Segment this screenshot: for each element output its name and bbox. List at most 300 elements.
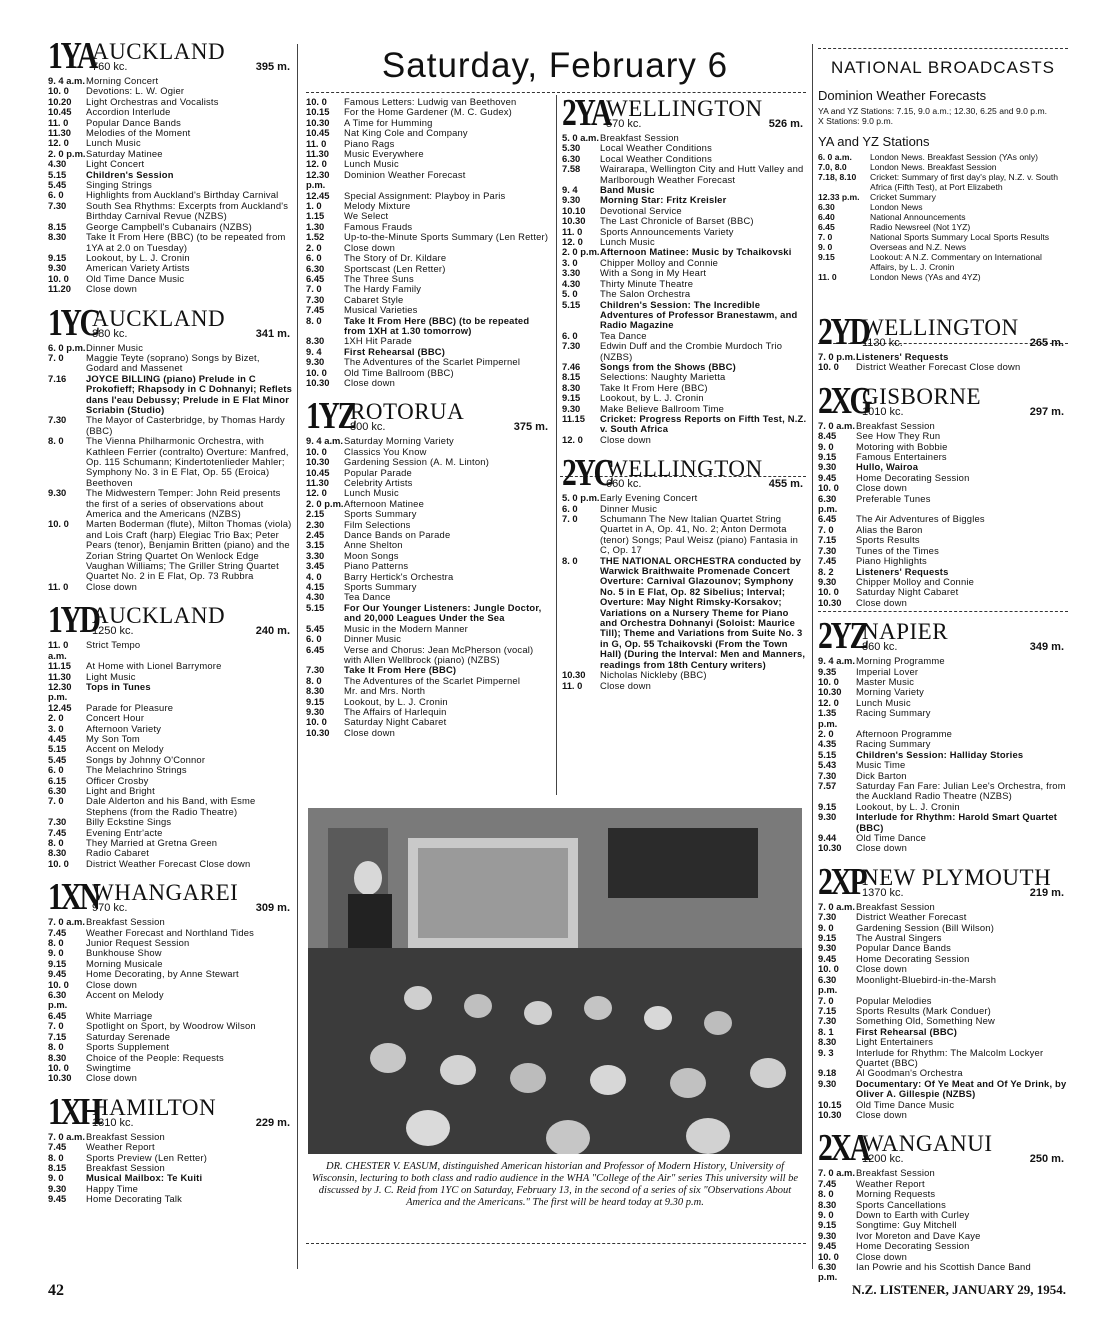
programme-title: George Campbell's Cubanairs (NZBS) [86,220,252,232]
programme-item [306,676,552,686]
programme-item [306,284,552,294]
programme-title: Maggie Teyte (soprano) Songs by Bizet, Godard and Massenet [86,351,260,374]
programme-item [306,686,552,696]
programme-item [48,661,294,671]
programme-title: The Last Chronicle of Barset (BBC) [600,215,754,227]
programme-title: Film Selections [344,518,411,530]
programme-time: 7.45 [48,826,67,838]
programme-time: 10.30 [48,1072,72,1084]
programme-item [48,1194,294,1204]
programme-item [818,494,1068,515]
programme-time: 7.30 [562,340,581,352]
programme-title: Tea Dance [344,591,391,603]
programme-title: Alias the Baron [856,523,923,535]
programme-time: 8. 0 [48,435,64,447]
programme-time: 8. 1 [818,1025,834,1037]
national-programme: London News. Breakfast Session [870,162,997,172]
programme-title: Famous Letters: Ludwig van Beethoven [344,96,517,107]
programme-time: 8. 0 [48,837,64,848]
programme-time: 11.20 [48,283,71,295]
lecture-photo-drawing [308,808,802,1154]
programme-title: Songtime: Guy Mitchell [856,1219,957,1231]
programme-time: 5.15 [48,743,67,755]
programme-title: Weather Report [856,1177,925,1189]
national-programme: London News (YAs and 4YZ) [870,272,981,282]
programme-time: 10. 0 [48,518,69,530]
station-1xn [48,876,294,1084]
programme-time: 10.30 [306,726,330,738]
programme-item [48,149,294,159]
station-city: NAPIER [862,619,949,645]
programme-title: Melody Mixture [344,200,411,212]
programme-item [306,436,552,446]
programme-item [48,969,294,979]
programme-time: 11. 0 a.m. [48,639,69,661]
programme-time: 9.30 [818,1077,837,1089]
programme-item [48,948,294,958]
programme-item [562,493,807,503]
programme-title: Radio Cabaret [86,847,150,859]
programme-time: 7.30 [818,911,837,923]
programme-time: 11.30 [48,127,71,139]
programme-title: Close down [856,1250,907,1262]
programme-title: Piano Rags [344,137,395,149]
programme-time: 5.15 [48,168,67,180]
programme-time: 8.15 [562,371,581,383]
programme-time: 3. 0 [562,256,578,268]
programme-title: Sports Announcements Variety [600,225,734,237]
programme-title: Sports Summary [344,581,417,593]
programme-title: District Weather Forecast Close down [856,361,1021,373]
programme-time: 7. 0 a.m. [818,419,856,431]
programme-title: My Son Tom [86,732,140,744]
programme-title: Close down [600,679,651,691]
programme-title: Saturday Fan Fare: Julian Lee's Orchestra, from the Auckland Radio Theatre (NZBS) [856,780,1066,802]
programme-title: Moon Songs [344,549,399,561]
programme-time: 6. 0 [306,633,322,645]
programme-title: District Weather Forecast Close down [86,857,251,869]
programme-title: Lunch Music [600,236,655,248]
programme-title: Music Time [856,759,906,771]
station-callsign: 2XG [818,379,871,422]
programme-item [562,514,807,556]
programme-item [48,274,294,284]
programme-item [562,300,807,331]
programme-item [562,341,807,362]
programme-title: Weather Forecast and Northland Tides [86,926,255,938]
programme-item [48,776,294,786]
station-frequency: 760 kc. [92,61,128,73]
national-programme: Cricket: Summary of first day's play, N.Z. v. South Africa (Fifth Test), at Port Elizabeth [870,172,1059,192]
programme-time: 3.30 [306,549,325,561]
programme-time: 7.46 [562,360,581,372]
station-callsign: 1XN [48,876,99,919]
programme-title: Local Weather Conditions [600,152,712,164]
programme-time: 9.15 [306,695,325,707]
programme-title: Breakfast Session [86,1161,165,1173]
programme-title: Songs by Johnny O'Connor [86,753,206,765]
programme-item [48,1132,294,1142]
programme-time: 12. 0 [562,433,583,445]
programme-time: 9.30 [562,402,581,414]
programme-title: THE NATIONAL ORCHESTRA conducted by Warwick Braithwaite Promenade Concert Overture: Carnival Glazounov; Symphony No. 5 in E Flat, Op. 82 Sibelius; Interval; Overture: May Night Rimsky-Korsakov; Variations on a Nursery Theme for Piano and Orchestra Dohnanyi (Soloist: Maurice Till); Theme and Variations from Suite No. 3 in G, Op. 55 Tchaikovski (From the Town Hall) (During the Interval: Men and Manners, readings from 18th Century writers) [600,554,806,670]
programme-title: Music in the Modern Manner [344,622,469,634]
station-2ya [562,92,807,445]
programme-item [818,843,1068,853]
station-wavelength: 375 m. [513,421,548,434]
programme-title: Local Weather Conditions [600,142,712,154]
programme-item [306,540,552,550]
programme-time: 4.35 [818,738,837,750]
programme-item [306,368,552,378]
programme-title: The Affairs of Harlequin [344,705,447,717]
programme-time: 10. 0 [306,716,327,728]
station-frequency: 1310 kc. [92,1116,134,1129]
programme-title: Afternoon Matinee [344,497,425,509]
programme-title: Lunch Music [344,158,399,170]
programme-time: 7.30 [306,293,325,305]
programme-item [306,191,552,201]
national-item [818,222,1068,232]
programme-time: 8.30 [48,1051,67,1063]
programme-title: Master Music [856,675,915,687]
programme-time: 8. 2 [818,565,834,577]
programme-item [562,393,807,403]
programme-title: Saturday Night Cabaret [856,586,959,598]
programme-item [48,1032,294,1042]
programme-time: 2.15 [306,508,325,520]
programme-item [306,634,552,644]
station-callsign: 2YA [562,92,610,134]
programme-time: 4.45 [48,732,67,744]
programme-item [306,624,552,634]
station-frequency: 800 kc. [350,421,386,434]
programme-time: 2. 0 p.m. [48,147,86,159]
programme-title: Famous Entertainers [856,451,947,463]
programme-time: 6.30 [48,784,67,796]
programme-title: Light Orchestras and Vocalists [86,95,219,107]
programme-time: 10.30 [306,116,330,128]
programme-time: 9.30 [48,1182,67,1194]
programme-time: 10. 0 [306,366,327,378]
programme-time: 3.15 [306,539,325,551]
programme-time: 6.45 [306,643,325,655]
publication-line: N.Z. LISTENER, JANUARY 29, 1954. [852,1282,1066,1297]
programme-time: 11. 0 [48,580,69,592]
programme-time: 10. 0 [818,675,839,687]
programme-item [48,817,294,827]
programme-title: Chipper Molloy and Connie [856,575,975,587]
programme-title: Preferable Tunes [856,492,931,504]
programme-title: Breakfast Session [86,916,165,928]
programme-time: 9.15 [818,932,837,944]
station-frequency: 1370 kc. [862,886,904,899]
programme-item [562,227,807,237]
programme-time: 5.15 [562,298,581,310]
programme-title: Piano Patterns [344,560,409,572]
programme-title: Songs from the Shows (BBC) [600,360,736,372]
station-1xh [48,1090,294,1205]
programme-item [48,519,294,581]
programme-title: Classics You Know [344,445,427,457]
programme-time: 1. 0 [306,200,322,212]
national-item [818,162,1068,172]
programme-title: Motoring with Bobbie [856,440,948,452]
programme-title: Verse and Chorus: Jean McPherson (vocal) with Allen Wellbrock (piano) (NZBS) [344,643,534,665]
programme-time: 9.30 [48,487,67,499]
programme-title: Spotlight on Sport, by Woodrow Wilson [86,1020,256,1032]
programme-item [306,128,552,138]
programme-item [306,582,552,592]
weather-line-1: YA and YZ Stations: 7.15, 9.0 a.m.; 12.30, 6.25 and 9.0 p.m. [818,106,1047,116]
programme-time: 2.30 [306,518,325,530]
programme-time: 1.30 [306,220,325,232]
programme-item [306,478,552,488]
programme-title: Sportscast (Len Retter) [344,262,446,274]
station-1ya [48,35,294,295]
programme-time: 1.15 [306,210,325,222]
programme-time: 9.15 [818,451,837,463]
programme-time: 4.15 [306,581,325,593]
station-city: AUCKLAND [92,305,226,331]
programme-item [48,201,294,222]
programme-time: 10. 0 [818,482,839,494]
programme-item [48,1142,294,1152]
programme-time: 6. 0 [562,329,578,341]
programme-time: 11.30 [306,148,329,160]
programme-time: 10.30 [306,376,330,388]
programme-item [306,468,552,478]
programme-title: Gardening Session (Bill Wilson) [856,921,995,933]
programme-time: 8.30 [818,1198,837,1210]
station-callsign: 1YZ [306,395,355,438]
programme-item [48,284,294,294]
programme-time: 6.30 [562,152,581,164]
programme-time: 9. 0 [818,921,834,933]
programme-title: South Sea Rhythms: Excerpts from Auckland's Birthday Carnival Revue (NZBS) [86,199,289,222]
programme-time: 7. 0 a.m. [48,916,86,928]
national-time: 6.40 [818,212,835,222]
programme-item [818,781,1068,802]
programme-time: 8.30 [48,847,67,859]
programme-title: The Adventures of the Scarlet Pimpernel [344,674,521,686]
programme-time: 10. 0 [306,445,327,457]
station-wavelength: 240 m. [255,625,290,638]
programme-time: 9.30 [818,811,837,823]
programme-item [306,295,552,305]
programme-time: 7.16 [48,372,67,384]
column-rule-3 [812,44,813,1269]
station-header [48,1090,294,1133]
programme-title: Special Assignment: Playboy in Paris [344,189,506,201]
station-callsign: 1YD [48,599,99,642]
programme-time: 10.30 [306,456,330,468]
programme-time: 6.30 p.m. [48,989,68,1011]
station-2yd [818,311,1068,373]
programme-item [306,316,552,337]
programme-item [306,728,552,738]
programme-time: 10.20 [48,95,72,107]
programme-title: Lookout, by L. J. Cronin [600,392,704,404]
programme-title: Breakfast Session [856,900,935,912]
programme-title: Home Decorating Talk [86,1193,183,1205]
programme-time: 2. 0 [48,712,64,724]
programme-time: 9. 0 [48,1172,64,1184]
programme-title: Take It From Here (BBC) (to be repeated from 1XH at 1.30 tomorrow) [344,314,530,336]
programme-title: Accordion Interlude [86,106,171,118]
programme-title: With a Song in My Heart [600,267,707,279]
programme-title: Sports Preview (Len Retter) [86,1151,208,1163]
programme-title: Close down [856,482,907,494]
programme-title: Parade for Pleasure [86,701,174,713]
programme-time: 10.30 [562,669,586,681]
programme-title: Musical Mailbox: Te Kuiti [86,1172,203,1184]
station-city: WELLINGTON [862,315,1019,340]
programme-time: 11. 0 [48,116,69,128]
programme-time: 2. 0 p.m. [562,246,600,258]
programme-time: 9.45 [818,1240,837,1252]
programme-time: 9.45 [48,968,67,980]
programme-title: Old Time Dance Music [86,272,185,284]
programme-title: Documentary: Of Ye Meat and Of Ye Drink, by Oliver A. Gillespie (NZBS) [856,1077,1067,1100]
programme-time: 9.30 [306,705,325,717]
programme-time: 6. 0 p.m. [48,341,86,353]
programme-item [562,414,807,435]
programme-time: 9.15 [48,957,67,969]
programme-title: Strict Tempo [86,639,141,651]
programme-time: 10.30 [818,686,842,698]
programme-title: Saturday Matinee [86,147,163,159]
programme-item [306,211,552,221]
national-time: 7.0, 8.0 [818,162,847,172]
programme-title: Light Concert [86,158,145,170]
programme-time: 10. 0 [306,96,327,107]
programme-title: Sports Supplement [86,1041,170,1053]
station-wavelength: 229 m. [255,1116,290,1129]
programme-title: Morning Requests [856,1188,936,1200]
programme-time: 5.15 [306,601,325,613]
national-time: 6.45 [818,222,835,232]
programme-time: 12.30 p.m. [48,680,72,703]
station-frequency: 1130 kc. [862,337,903,349]
programme-time: 10. 0 [48,272,69,284]
programme-title: Up-to-the-Minute Sports Summary (Len Retter) [344,231,549,243]
programme-title: Popular Dance Bands [856,942,952,954]
programme-time: 10. 0 [818,361,839,373]
programme-title: Ivor Moreton and Dave Kaye [856,1229,981,1241]
programme-title: Lookout, by L. J. Cronin [86,251,190,263]
programme-title: Tea Dance [600,329,647,341]
programme-time: 10. 0 [818,1250,839,1262]
programme-item [48,1073,294,1083]
programme-title: Wairarapa, Wellington City and Hutt Valley and Marlborough Weather Forecast [600,163,804,185]
programme-title: Early Evening Concert [600,492,698,504]
programme-title: Old Time Dance Music [856,1098,955,1110]
programme-time: 11.15 [48,660,71,672]
programme-title: Concert Hour [86,712,145,724]
programme-time: 7.30 [48,199,67,211]
programme-item [48,672,294,682]
programme-time: 9.15 [562,392,581,404]
programme-time: 8. 0 [306,674,322,686]
programme-title: The Three Suns [344,272,414,284]
station-wavelength: 250 m. [1029,1153,1064,1166]
ya-items [818,152,1068,282]
programme-title: White Marriage [86,1009,153,1021]
programme-title: Close down [344,241,395,253]
programme-time: 7. 0 a.m. [818,1167,856,1179]
programme-item [818,556,1068,566]
programme-time: 5. 0 a.m. [562,132,600,143]
programme-time: 10. 0 [818,963,839,975]
programme-time: 5.30 [562,142,581,154]
programme-title: Celebrity Artists [344,477,413,488]
programme-item [48,724,294,734]
programme-title: Dinner Music [344,633,402,645]
programme-title: First Rehearsal (BBC) [856,1025,958,1037]
programme-title: At Home with Lionel Barrymore [86,660,222,672]
programme-title: Light and Bright [86,784,155,796]
programme-time: 7.30 [818,544,837,556]
programme-time: 9.30 [818,942,837,954]
programme-time: 7.45 [48,926,67,938]
programme-time: 10. 0 [818,586,839,598]
station-1yc [48,301,294,593]
programme-title: Billy Eckstine Sings [86,816,172,828]
programme-time: 9. 0 [48,947,64,959]
programme-time: 6. 0 [48,764,64,776]
programme-time: 5. 0 p.m. [562,492,600,504]
programme-time: 5.45 [48,753,67,765]
page-number: 42 [48,1282,64,1299]
programme-title: Close down [856,1108,907,1120]
programme-title: 1XH Hit Parade [344,335,412,347]
programme-time: 4.30 [306,591,325,603]
programme-item [48,1021,294,1031]
national-time: 9. 0 [818,242,833,252]
programme-title: Dinner Music [600,502,658,514]
programme-time: 12.45 [48,701,72,713]
national-programme: National Announcements [870,212,966,222]
programme-time: 10.45 [306,466,330,478]
programme-title: Children's Session: The Incredible Adventures of Professor Branestawm, and Radio Magazine [600,298,798,331]
programme-title: Edwin Duff and the Crombie Murdoch Trio (NZBS) [600,340,783,362]
programme-item [48,838,294,848]
programme-item [306,717,552,727]
programme-title: Close down [344,726,395,738]
programme-time: 7. 0 a.m. [48,1130,86,1142]
programme-item [48,640,294,661]
programme-time: 7. 0 [48,351,64,363]
programme-time: 8. 0 [818,1188,834,1200]
programme-title: Listeners' Requests [856,565,949,577]
national-time: 6. 0 a.m. [818,152,852,162]
station-callsign: 2XA [818,1127,869,1170]
programme-title: Home Decorating Session [856,1240,970,1252]
national-item [818,272,1068,282]
programme-title: Something Old, Something New [856,1015,996,1027]
programme-time: 6.30 p.m. [818,1261,838,1283]
programme-title: Marten Boderman (flute), Milton Thomas (viola) and Lois Craft (harp) Elegiac Trio Bax; Peter Pears (tenor), Benjamin Britten (piano) and the Zorian String Quartet On Wenlock Edge Vaughan Williams; The Griller String Quartet Quartet No. 2 in E Flat, Op. 73 Rubbra [86,518,292,582]
programme-title: Afternoon Programme [856,727,953,739]
programme-item [818,812,1068,833]
programme-time: 10. 0 [48,857,69,869]
programme-time: 7.30 [818,1015,837,1027]
programme-time: 7.15 [818,534,837,546]
programme-item [818,1048,1068,1069]
programme-item [306,149,552,159]
programme-title: Breakfast Session [86,1130,165,1142]
